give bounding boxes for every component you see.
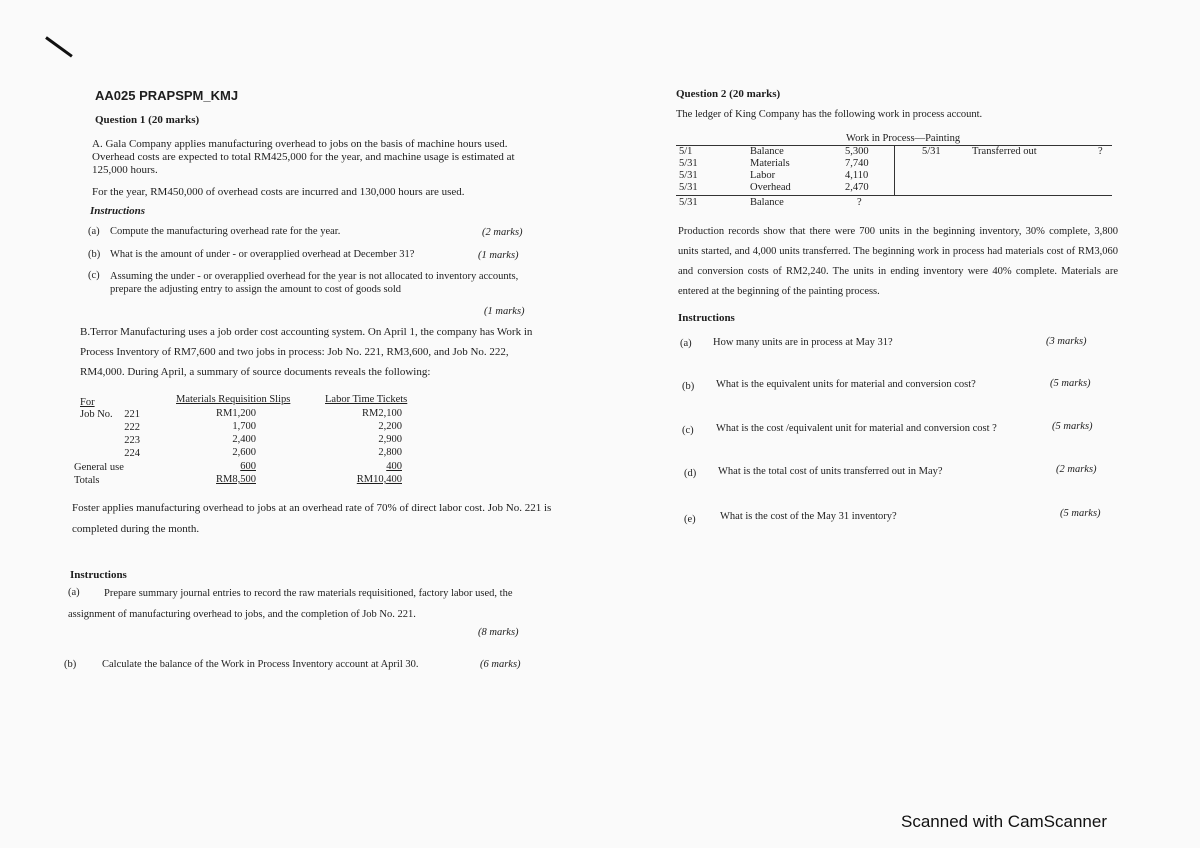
general-use-lab: 400 (386, 461, 402, 472)
page-corner-mark (45, 36, 73, 57)
q2-item-marks: (3 marks) (1046, 336, 1087, 347)
camscanner-watermark: Scanned with CamScanner (901, 812, 1108, 831)
q2-item-label: (e) (684, 514, 696, 525)
table-row-mat: 2,400 (232, 434, 256, 445)
col-header-materials: Materials Requisition Slips (176, 394, 291, 405)
part-b-paragraph: B.Terror Manufacturing uses a job order cost accounting system. On April 1, the company has Work in Process Inventory of RM7,600 and two jobs in process: Job No. 221, RM3,600, and Job No. 222, RM4,000. During April, a summary of source documents reveals the following: (80, 326, 533, 378)
debit-desc: Labor (750, 170, 776, 181)
instructions-heading-2: Instructions (70, 569, 127, 581)
instr-a-text: Compute the manufacturing overhead rate for the year. (110, 226, 341, 237)
col-header-labor: Labor Time Tickets (325, 394, 408, 405)
instr-b-label: (b) (88, 249, 101, 260)
debit-amount: 4,110 (845, 170, 869, 181)
q2-item-marks: (5 marks) (1060, 508, 1101, 519)
debit-desc: Materials (750, 158, 790, 169)
q2-instructions-heading: Instructions (678, 312, 735, 324)
credit-date: 5/31 (922, 146, 941, 157)
instr2-a-label: (a) (68, 587, 80, 598)
debit-date: 5/31 (679, 170, 698, 181)
wip-bottom-rule (676, 195, 1112, 196)
q2-item-marks: (2 marks) (1056, 464, 1097, 475)
q1-title: Question 1 (20 marks) (95, 114, 200, 126)
debit-date: 5/1 (679, 146, 693, 157)
instr-c-marks: (1 marks) (484, 306, 525, 317)
table-row-mat: 2,600 (232, 447, 256, 458)
q2-item-text: What is the cost of the May 31 inventory? (720, 511, 897, 522)
q2-intro: The ledger of King Company has the following work in process account. (676, 109, 983, 120)
instr2-a-text: Prepare summary journal entries to record the raw materials requisitioned, factory labor used, the assignment of manufacturing overhead to jobs, and the completion of Job No. 221. (68, 588, 513, 620)
debit-amount: 7,740 (845, 158, 869, 169)
table-row-job: 224 (124, 448, 140, 459)
debit-amount: 2,470 (845, 182, 869, 193)
instr-b-marks: (1 marks) (478, 250, 519, 261)
instr2-b-marks: (6 marks) (480, 659, 521, 670)
q2-item-marks: (5 marks) (1050, 378, 1091, 389)
credit-desc: Transferred out (972, 146, 1037, 157)
debit-date: 5/31 (679, 182, 698, 193)
q2-item-text: How many units are in process at May 31? (713, 337, 893, 348)
instr2-a-marks: (8 marks) (478, 627, 519, 638)
general-use-mat: 600 (240, 461, 256, 472)
table-row-lab: 2,200 (378, 421, 402, 432)
debit-date: 5/31 (679, 158, 698, 169)
foster-paragraph: Foster applies manufacturing overhead to jobs at an overhead rate of 70% of direct labor cost. Job No. 221 is completed during the month. (72, 502, 552, 535)
q2-item-marks: (5 marks) (1052, 421, 1093, 432)
q2-title: Question 2 (20 marks) (676, 88, 781, 100)
wip-title: Work in Process—Painting (846, 133, 961, 144)
table-row-lab: RM2,100 (362, 408, 402, 419)
table-row-mat: RM1,200 (216, 408, 256, 419)
debit-date: 5/31 (679, 197, 698, 208)
debit-desc: Overhead (750, 182, 791, 193)
part-a-paragraph-2: For the year, RM450,000 of overhead costs are incurred and 130,000 hours are used. (92, 186, 465, 198)
production-paragraph: Production records show that there were 700 units in the beginning inventory, 30% complete, 3,800 units started, and 4,000 units transferred. The beginning work in process had materials cost of RM3,060 and conversion costs of RM2,240. The units in ending inventory were 40% complete. Materials are entered at the beginning of the painting process. (678, 226, 1118, 297)
debit-desc: Balance (750, 197, 784, 208)
q2-item-text: What is the total cost of units transferred out in May? (718, 466, 943, 477)
instr2-b-text: Calculate the balance of the Work in Process Inventory account at April 30. (102, 659, 419, 670)
q2-item-label: (d) (684, 468, 697, 479)
general-use-label: General use (74, 462, 124, 473)
instr-c-label: (c) (88, 270, 100, 281)
q2-item-label: (c) (682, 425, 694, 436)
wip-center-rule (894, 145, 895, 195)
instr-a-label: (a) (88, 226, 100, 237)
instr2-b-label: (b) (64, 659, 77, 670)
debit-amount: ? (857, 197, 862, 208)
job-prefix: Job No. (80, 409, 113, 420)
part-a-paragraph: A. Gala Company applies manufacturing overhead to jobs on the basis of machine hours used. Overhead costs are expected to total RM425,000 for the year, and machine usage is estimated at 125,000 hours. (92, 138, 515, 176)
debit-desc: Balance (750, 146, 784, 157)
table-row-job: 223 (124, 435, 140, 446)
table-row-job: 221 (124, 409, 140, 420)
table-row-mat: 1,700 (232, 421, 256, 432)
totals-lab: RM10,400 (356, 474, 402, 485)
q2-item-text: What is the cost /equivalent unit for material and conversion cost ? (716, 423, 997, 434)
course-header: AA025 PRAPSPM_KMJ (95, 88, 239, 103)
totals-label: Totals (74, 475, 100, 486)
debit-amount: 5,300 (845, 146, 869, 157)
table-row-lab: 2,800 (378, 447, 402, 458)
instr-a-marks: (2 marks) (482, 227, 523, 238)
credit-amount: ? (1098, 146, 1103, 157)
q2-item-label: (a) (680, 338, 692, 349)
instructions-heading: Instructions (90, 205, 146, 217)
instr-c-text: Assuming the under - or overapplied overhead for the year is not allocated to inventory accounts, prepare the adjusting entry to assign the amount to cost of goods sold (110, 271, 519, 295)
q2-item-label: (b) (682, 381, 695, 392)
instr-b-text: What is the amount of under - or overapplied overhead at December 31? (110, 249, 415, 260)
table-row-lab: 2,900 (378, 434, 402, 445)
col-header-for: For (80, 397, 95, 408)
q2-item-text: What is the equivalent units for material and conversion cost? (716, 379, 976, 390)
totals-mat: RM8,500 (216, 474, 256, 485)
table-row-job: 222 (124, 422, 140, 433)
